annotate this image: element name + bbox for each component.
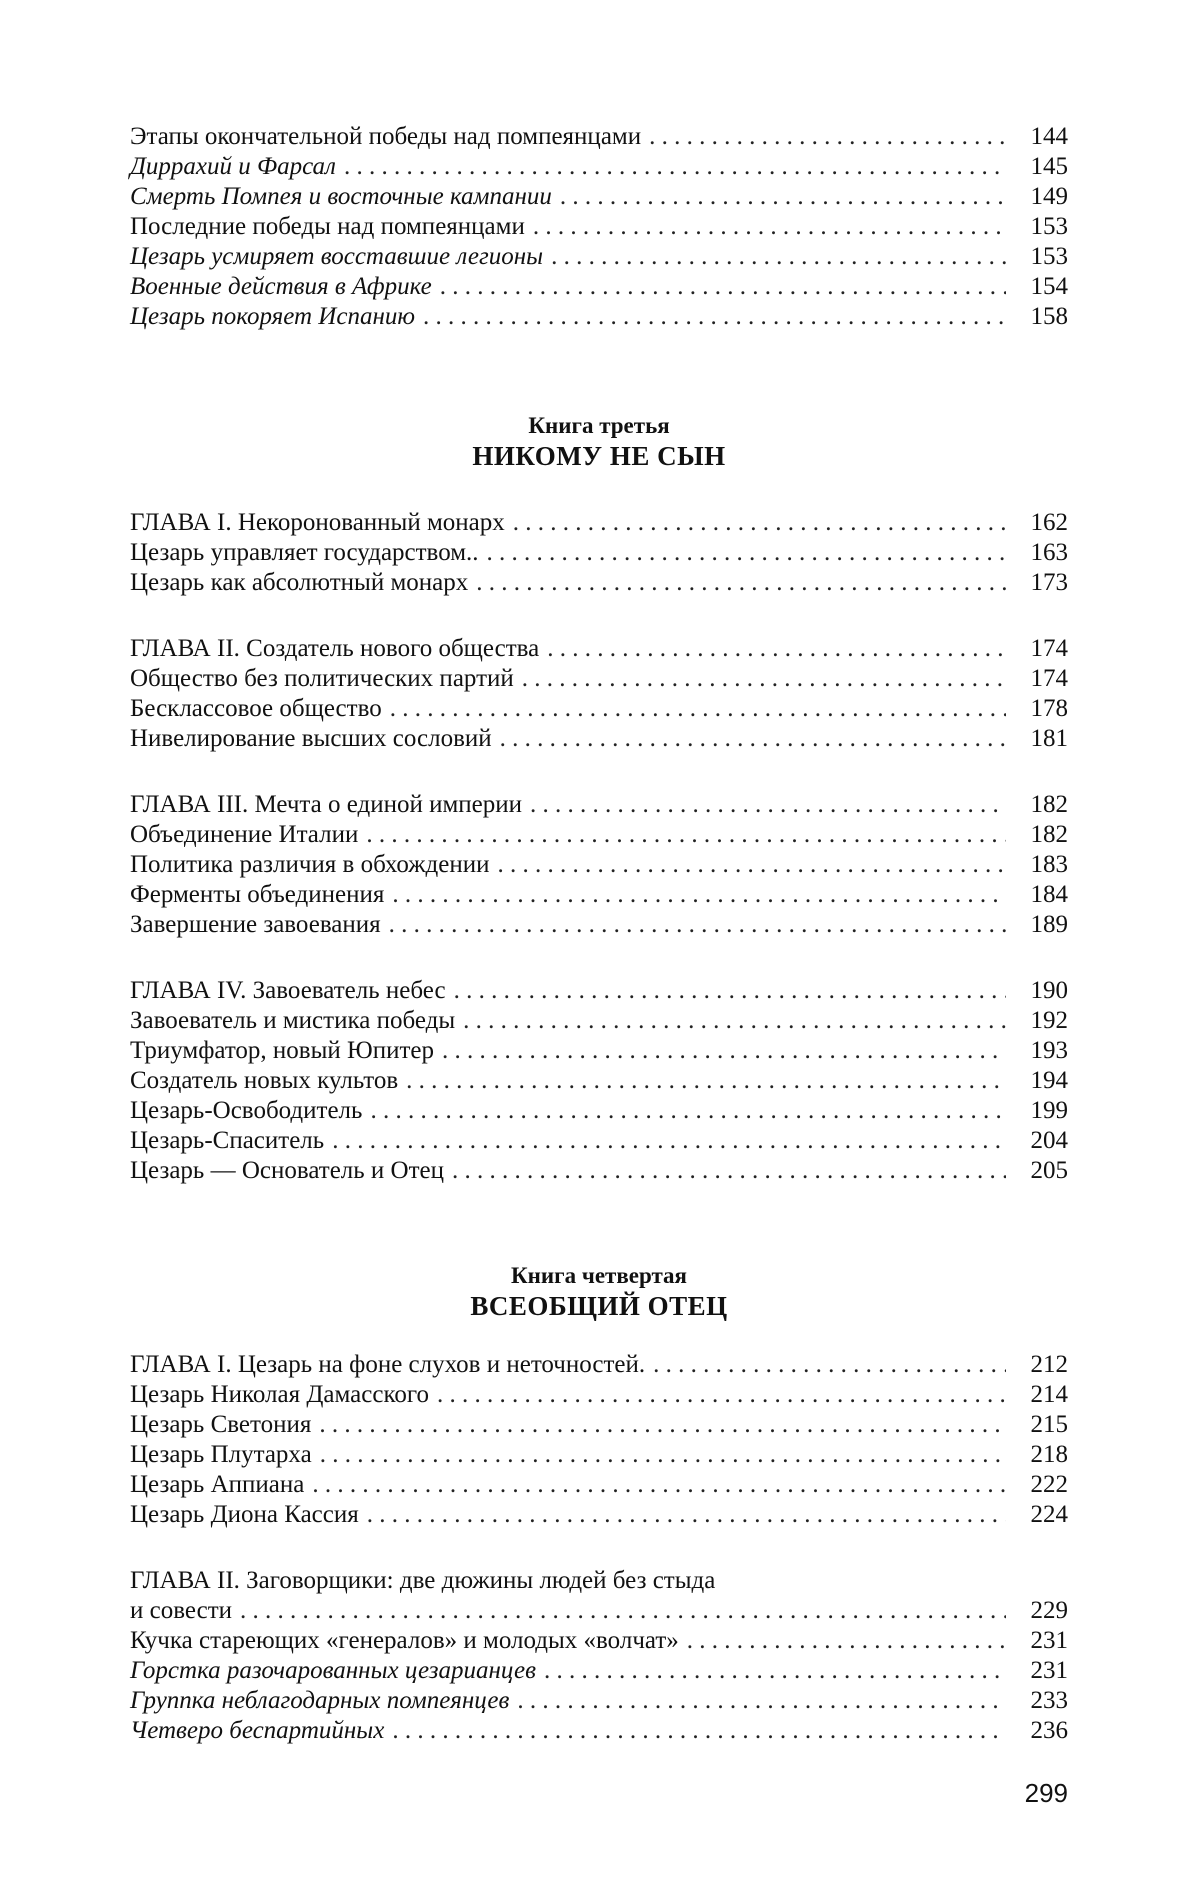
toc-chapter-heading [130,1566,1068,1596]
toc-entry [130,302,1068,332]
toc-entry-title: Цезарь покоряет Испанию [130,302,415,332]
toc-entry [130,272,1068,302]
toc-group-continued [130,122,1068,332]
dot-leader [687,1626,1006,1656]
toc-entry [130,538,1068,568]
dot-leader [517,1686,1006,1716]
toc-entry-title: ГЛАВА III. Мечта о единой империи [130,790,522,820]
dot-leader [513,508,1006,538]
toc-entry [130,820,1068,850]
toc-entry [130,1156,1068,1186]
toc-entry-page: 222 [1012,1470,1068,1500]
toc-entry-page: 184 [1012,880,1068,910]
dot-leader [454,976,1006,1006]
toc-entry-title: Этапы окончательной победы над помпеянцами [130,122,641,152]
dot-leader [367,1500,1006,1530]
toc-entry-page: 145 [1012,152,1068,182]
toc-entry-page: 163 [1012,538,1068,568]
toc-entry-page: 194 [1012,1066,1068,1096]
toc-entry-title: Цезарь управляет государством.. [130,538,479,568]
dot-leader [476,568,1006,598]
toc-entry [130,242,1068,272]
toc-entry [130,1440,1068,1470]
toc-book4-chapter-1 [130,1350,1068,1530]
dot-leader [442,1036,1006,1066]
dot-leader [530,790,1006,820]
toc-entry-page: 153 [1012,212,1068,242]
dot-leader [560,182,1006,212]
toc-entry-page: 178 [1012,694,1068,724]
toc-entry-page: 212 [1012,1350,1068,1380]
toc-entry-title: Триумфатор, новый Юпитер [130,1036,434,1066]
dot-leader [392,880,1006,910]
toc-entry-page: 192 [1012,1006,1068,1036]
toc-chapter-heading [130,508,1068,538]
toc-entry-title: ГЛАВА II. Создатель нового общества [130,634,539,664]
toc-entry-page: 190 [1012,976,1068,1006]
dot-leader [487,538,1006,568]
toc-entry-page: 149 [1012,182,1068,212]
toc-entry-title: и совести [130,1596,232,1626]
toc-entry-title: Группка неблагодарных помпеянцев [130,1686,509,1716]
toc-entry [130,1470,1068,1500]
dot-leader [533,212,1006,242]
dot-leader [649,122,1006,152]
toc-entry-title: Цезарь-Освободитель [130,1096,362,1126]
toc-entry [130,152,1068,182]
dot-leader [544,1656,1006,1686]
dot-leader [320,1440,1006,1470]
toc-entry-title: Завоеватель и мистика победы [130,1006,455,1036]
toc-entry-title: Четверо беспартийных [130,1716,384,1746]
toc-entry-page: 193 [1012,1036,1068,1066]
page-number: 299 [1025,1778,1068,1808]
toc-entry-page: 173 [1012,568,1068,598]
toc-entry-page: 153 [1012,242,1068,272]
toc-entry [130,1626,1068,1656]
dot-leader [390,694,1006,724]
toc-entry [130,724,1068,754]
toc-entry-page: 215 [1012,1410,1068,1440]
toc-entry [130,122,1068,152]
toc-entry-title: Цезарь — Основатель и Отец [130,1156,444,1186]
toc-entry [130,1096,1068,1126]
toc-chapter-1 [130,508,1068,598]
toc-entry-title: Цезарь Аппиана [130,1470,304,1500]
toc-entry-page: 231 [1012,1656,1068,1686]
book-three-heading [130,412,1068,472]
toc-chapter-heading [130,634,1068,664]
toc-entry [130,1686,1068,1716]
toc-entry-title: Объединение Италии [130,820,358,850]
toc-entry-page: 224 [1012,1500,1068,1530]
toc-book4-chapter-2 [130,1566,1068,1746]
toc-entry [130,1036,1068,1066]
toc-entry-title: ГЛАВА IV. Завоеватель небес [130,976,446,1006]
toc-entry-title: Последние победы над помпеянцами [130,212,525,242]
toc-entry-title: Кучка стареющих «генералов» и молодых «волчат» [130,1626,679,1656]
dot-leader [547,634,1006,664]
toc-chapter-4 [130,976,1068,1186]
toc-entry-title: Ферменты объединения [130,880,384,910]
toc-entry [130,212,1068,242]
toc-entry-title: Цезарь-Спаситель [130,1126,324,1156]
book-four-heading [130,1262,1068,1322]
toc-entry-title: ГЛАВА I. Некоронованный монарх [130,508,505,538]
toc-entry-title: Нивелирование высших сословий [130,724,492,754]
toc-entry-page: 218 [1012,1440,1068,1470]
dot-leader [498,850,1007,880]
toc-entry-page: 229 [1012,1596,1068,1626]
toc-entry-page: 182 [1012,820,1068,850]
toc-chapter-heading [130,976,1068,1006]
toc-entry [130,664,1068,694]
dot-leader [389,910,1006,940]
toc-entry-title: Цезарь как абсолютный монарх [130,568,468,598]
book-title: НИКОМУ НЕ СЫН [130,440,1068,472]
toc-page [130,122,1068,1746]
toc-entry [130,910,1068,940]
toc-entry [130,694,1068,724]
dot-leader [423,302,1006,332]
book-title: ВСЕОБЩИЙ ОТЕЦ [130,1290,1068,1322]
toc-entry-title: ГЛАВА I. Цезарь на фоне слухов и неточностей. [130,1350,645,1380]
toc-entry-page: 205 [1012,1156,1068,1186]
toc-entry-page: 231 [1012,1626,1068,1656]
dot-leader [653,1350,1006,1380]
toc-entry-title: Военные действия в Африке [130,272,432,302]
toc-entry-title: Горстка разочарованных цезарианцев [130,1656,536,1686]
toc-entry [130,880,1068,910]
toc-entry-title: Смерть Помпея и восточные кампании [130,182,552,212]
dot-leader [370,1096,1006,1126]
toc-entry-page: 174 [1012,634,1068,664]
dot-leader [452,1156,1006,1186]
toc-entry-title: Цезарь Светония [130,1410,311,1440]
book-label: Книга третья [130,412,1068,440]
toc-entry [130,1066,1068,1096]
toc-entry-page: 174 [1012,664,1068,694]
toc-entry-title: Цезарь усмиряет восставшие легионы [130,242,543,272]
toc-entry [130,1596,1068,1626]
toc-entry-title: Диррахий и Фарсал [130,152,336,182]
dot-leader [344,152,1006,182]
dot-leader [319,1410,1006,1440]
toc-chapter-heading [130,1350,1068,1380]
toc-entry-page: 181 [1012,724,1068,754]
toc-entry-page: 199 [1012,1096,1068,1126]
dot-leader [392,1716,1006,1746]
toc-entry-page: 162 [1012,508,1068,538]
dot-leader [312,1470,1006,1500]
dot-leader [437,1380,1006,1410]
toc-entry-page: 158 [1012,302,1068,332]
toc-entry [130,568,1068,598]
toc-entry-title: Создатель новых культов [130,1066,398,1096]
toc-entry [130,1716,1068,1746]
toc-entry [130,182,1068,212]
dot-leader [366,820,1006,850]
toc-entry-title: Цезарь Диона Кассия [130,1500,359,1530]
toc-entry-page: 154 [1012,272,1068,302]
dot-leader [522,664,1006,694]
dot-leader [240,1596,1006,1626]
toc-entry-page: 236 [1012,1716,1068,1746]
toc-entry-page: 189 [1012,910,1068,940]
toc-entry [130,1006,1068,1036]
toc-entry-title: Бесклассовое общество [130,694,382,724]
toc-entry-title: Цезарь Плутарха [130,1440,312,1470]
toc-chapter-heading [130,790,1068,820]
toc-entry-page: 183 [1012,850,1068,880]
dot-leader [440,272,1006,302]
dot-leader [406,1066,1006,1096]
toc-entry [130,850,1068,880]
toc-entry-page: 214 [1012,1380,1068,1410]
dot-leader [500,724,1006,754]
toc-entry [130,1500,1068,1530]
toc-entry-title: Завершение завоевания [130,910,381,940]
toc-entry-page: 182 [1012,790,1068,820]
toc-entry-page: 233 [1012,1686,1068,1716]
toc-entry-title: Общество без политических партий [130,664,514,694]
book-label: Книга четвертая [130,1262,1068,1290]
toc-entry-page: 204 [1012,1126,1068,1156]
toc-entry [130,1410,1068,1440]
dot-leader [551,242,1006,272]
toc-chapter-2 [130,634,1068,754]
toc-entry-title: ГЛАВА II. Заговорщики: две дюжины людей без стыда [130,1566,715,1596]
toc-entry-page: 144 [1012,122,1068,152]
toc-entry-title: Цезарь Николая Дамасского [130,1380,429,1410]
toc-entry [130,1656,1068,1686]
toc-entry-title: Политика различия в обхождении [130,850,490,880]
dot-leader [332,1126,1006,1156]
dot-leader [463,1006,1006,1036]
toc-entry [130,1126,1068,1156]
toc-chapter-3 [130,790,1068,940]
toc-entry [130,1380,1068,1410]
